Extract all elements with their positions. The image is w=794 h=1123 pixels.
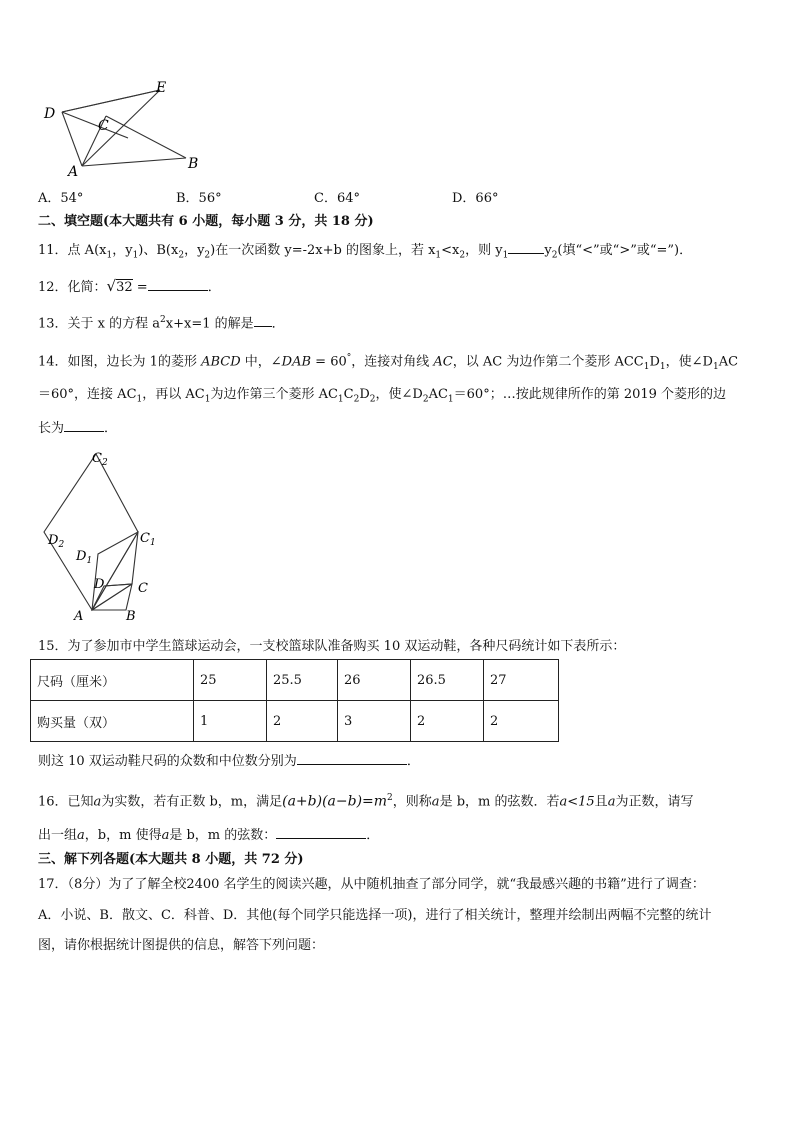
q14-answer-blank[interactable] bbox=[64, 417, 104, 432]
figure1-label-a: A bbox=[68, 164, 79, 178]
q15-after-end: ． bbox=[406, 754, 420, 769]
q14-text: D bbox=[359, 387, 370, 402]
q14-sub: 1 bbox=[136, 394, 143, 405]
q16-text: 是 b，m 的弦数．若 bbox=[439, 794, 560, 810]
q14-text: D bbox=[649, 354, 660, 370]
q14-sub: 1 bbox=[447, 394, 454, 405]
figure2-label-c1: $C_1$ bbox=[140, 531, 156, 548]
q11-sub: 1 bbox=[435, 250, 442, 261]
figure2-label-a: A bbox=[74, 609, 84, 624]
figure-triangles bbox=[38, 78, 208, 178]
figure2-label-d1: $D_1$ bbox=[76, 549, 93, 566]
q16-a: a bbox=[93, 794, 102, 810]
q14-angle: ∠DAB bbox=[270, 354, 312, 370]
q14-text: ＝60°，连接 AC bbox=[38, 387, 137, 402]
section-2-title: 二、填空题(本大题共有 6 小题，每小题 3 分，共 18 分) bbox=[38, 214, 374, 229]
q16-a: a bbox=[431, 794, 440, 810]
q16-text: 16．已知 bbox=[38, 794, 94, 810]
question-14-line-2 bbox=[38, 386, 726, 409]
q12-answer-blank[interactable] bbox=[148, 276, 208, 291]
q16-formula: (a+b)(a−b)=m bbox=[282, 793, 388, 810]
q15-answer-blank[interactable] bbox=[297, 750, 407, 765]
q14-text: = 60 bbox=[311, 354, 347, 370]
section-3-title: 三、解下列各题(本大题共 8 小题，共 72 分) bbox=[38, 852, 304, 867]
q14-text: ，使∠D bbox=[375, 387, 423, 402]
question-15: 15．为了参加市中学生篮球运动会，一支校篮球队准备购买 10 双运动鞋，各种尺码统计如下表所示： bbox=[38, 639, 626, 654]
q16-text: ，b，m 使得 bbox=[84, 828, 162, 843]
q14-text: ． bbox=[104, 421, 118, 436]
choice-c[interactable]: C．64° bbox=[314, 191, 360, 206]
q11-text: )在一次函数 y=-2x+b 的图象上，若 x bbox=[210, 243, 436, 258]
table-cell: 购买量（双） bbox=[31, 701, 194, 742]
q11-text: (填“<”或“>”或“=”)． bbox=[557, 243, 693, 258]
table-cell: 尺码（厘米） bbox=[31, 660, 194, 701]
q16-text: ，则称 bbox=[392, 794, 432, 810]
q11-text: ，y bbox=[184, 243, 205, 258]
q13-answer-blank[interactable] bbox=[254, 312, 272, 327]
table-row bbox=[31, 701, 559, 742]
q16-cond: a<15 bbox=[559, 794, 595, 810]
q14-sub: 2 bbox=[353, 394, 360, 405]
choice-d[interactable]: D．66° bbox=[452, 191, 499, 206]
q12-suffix: ． bbox=[207, 280, 221, 295]
question-17-line-2: A．小说、B．散文、C．科普、D．其他(每个同学只能选择一项)，进行了相关统计，整理并绘制出两幅不完整的统计 bbox=[38, 908, 712, 923]
sqrt-symbol: √ bbox=[106, 277, 117, 295]
question-16-line-2 bbox=[38, 824, 379, 845]
q16-a: a bbox=[607, 794, 616, 810]
q11-sub: 1 bbox=[106, 250, 113, 261]
q13-mid: x+x=1 的解是 bbox=[165, 316, 254, 332]
q16-formula-sup: 2 bbox=[387, 793, 393, 803]
q14-text: ，使∠D bbox=[665, 354, 713, 370]
table-cell: 2 bbox=[267, 701, 338, 742]
question-14-line-3 bbox=[38, 417, 117, 438]
q16-answer-blank[interactable] bbox=[276, 824, 366, 839]
shoe-size-table bbox=[30, 659, 559, 742]
table-cell: 27 bbox=[484, 660, 559, 701]
figure1-label-b: B bbox=[188, 156, 199, 172]
q16-text: ． bbox=[366, 828, 380, 843]
figure-rhombuses bbox=[40, 446, 170, 624]
q15-after: 则这 10 双运动鞋尺码的众数和中位数分别为 bbox=[38, 754, 297, 769]
figure2-label-d2: $D_2$ bbox=[48, 533, 65, 550]
q14-sub: 1 bbox=[643, 361, 650, 372]
table-cell: 25.5 bbox=[267, 660, 338, 701]
question-17-line-3: 图，请你根据统计图提供的信息，解答下列问题： bbox=[38, 938, 325, 953]
q14-text: 中， bbox=[240, 354, 271, 370]
q12-eq: = bbox=[132, 280, 148, 295]
table-cell: 2 bbox=[484, 701, 559, 742]
figure2-label-b: B bbox=[126, 609, 136, 624]
q14-text: ，连接对角线 bbox=[351, 354, 434, 370]
question-13 bbox=[38, 311, 285, 333]
degree-mark: ° bbox=[346, 353, 352, 363]
q14-text: 为边作第三个菱形 AC bbox=[210, 387, 338, 402]
q14-text: C bbox=[343, 387, 354, 402]
q11-sub: 2 bbox=[459, 250, 466, 261]
q14-sub: 2 bbox=[422, 394, 429, 405]
q14-text: AC bbox=[428, 387, 448, 402]
question-12 bbox=[38, 276, 221, 297]
q11-text: ，则 y bbox=[465, 243, 503, 258]
q14-text: ，再以 AC bbox=[142, 387, 205, 402]
figure2-label-c: C bbox=[138, 581, 148, 596]
q11-text: ，y bbox=[112, 243, 133, 258]
q16-text: 且 bbox=[594, 794, 608, 810]
table-cell: 26.5 bbox=[411, 660, 484, 701]
q16-text: 是 b，m 的弦数： bbox=[169, 828, 277, 843]
q11-text: y bbox=[544, 243, 552, 258]
q11-sub: 1 bbox=[132, 250, 139, 261]
table-cell: 25 bbox=[194, 660, 267, 701]
choice-a[interactable]: A．54° bbox=[38, 191, 84, 206]
figure1-label-d: D bbox=[44, 106, 56, 122]
question-11 bbox=[38, 239, 692, 265]
q14-text: AC bbox=[718, 354, 739, 370]
q14-ac: AC bbox=[433, 354, 453, 370]
table-cell: 26 bbox=[338, 660, 411, 701]
q11-text: <x bbox=[441, 243, 460, 258]
choice-b[interactable]: B．56° bbox=[176, 191, 222, 206]
table-cell: 2 bbox=[411, 701, 484, 742]
q14-abcd: ABCD bbox=[201, 354, 241, 370]
question-17-line-1: 17．（8分）为了了解全校2400 名学生的阅读兴趣，从中随机抽查了部分同学，就“我最感兴趣的书籍”进行了调查： bbox=[38, 877, 705, 892]
question-14-line-1 bbox=[38, 349, 738, 376]
q14-sub: 2 bbox=[369, 394, 376, 405]
q13-sup: 2 bbox=[160, 315, 166, 325]
q16-text: 出一组 bbox=[38, 828, 78, 843]
figure1-label-e: E bbox=[156, 80, 167, 96]
q13-suffix: ． bbox=[271, 316, 285, 332]
q14-sub: 1 bbox=[204, 394, 211, 405]
q16-a: a bbox=[77, 828, 85, 843]
q14-text: 14．如图，边长为 1的菱形 bbox=[38, 354, 202, 370]
q16-a: a bbox=[161, 828, 170, 843]
q11-sub: 1 bbox=[502, 250, 509, 261]
q11-sub: 2 bbox=[204, 250, 211, 261]
q11-text: 11．点 A(x bbox=[38, 243, 107, 258]
q14-text: 长为 bbox=[38, 421, 65, 436]
q16-text: 为正数，请写 bbox=[615, 794, 694, 810]
figure1-label-c: C bbox=[98, 118, 109, 134]
q13-prefix: 13．关于 x 的方程 a bbox=[38, 316, 161, 332]
table-cell: 3 bbox=[338, 701, 411, 742]
table-cell: 1 bbox=[194, 701, 267, 742]
question-16-line-1 bbox=[38, 789, 693, 811]
q16-text: 为实数，若有正数 b，m，满足 bbox=[101, 794, 283, 810]
q14-sub: 1 bbox=[659, 361, 666, 372]
q11-answer-blank[interactable] bbox=[508, 239, 544, 254]
question-15-ask bbox=[38, 750, 420, 771]
q11-sub: 2 bbox=[178, 250, 185, 261]
q11-sub: 2 bbox=[551, 250, 558, 261]
q12-prefix: 12．化简： bbox=[38, 280, 107, 295]
figure2-label-d: D bbox=[94, 577, 105, 592]
q14-sub: 1 bbox=[712, 361, 719, 372]
table-row bbox=[31, 660, 559, 701]
figure2-label-c2: $C_2$ bbox=[92, 451, 108, 468]
q11-text: )、B(x bbox=[138, 243, 179, 258]
q14-text: ，以 AC 为边作第二个菱形 ACC bbox=[452, 354, 644, 370]
q12-radicand: 32 bbox=[116, 280, 133, 295]
q14-sub: 1 bbox=[337, 394, 344, 405]
q14-text: ＝60°；…按此规律所作的第 2019 个菱形的边 bbox=[453, 387, 727, 402]
